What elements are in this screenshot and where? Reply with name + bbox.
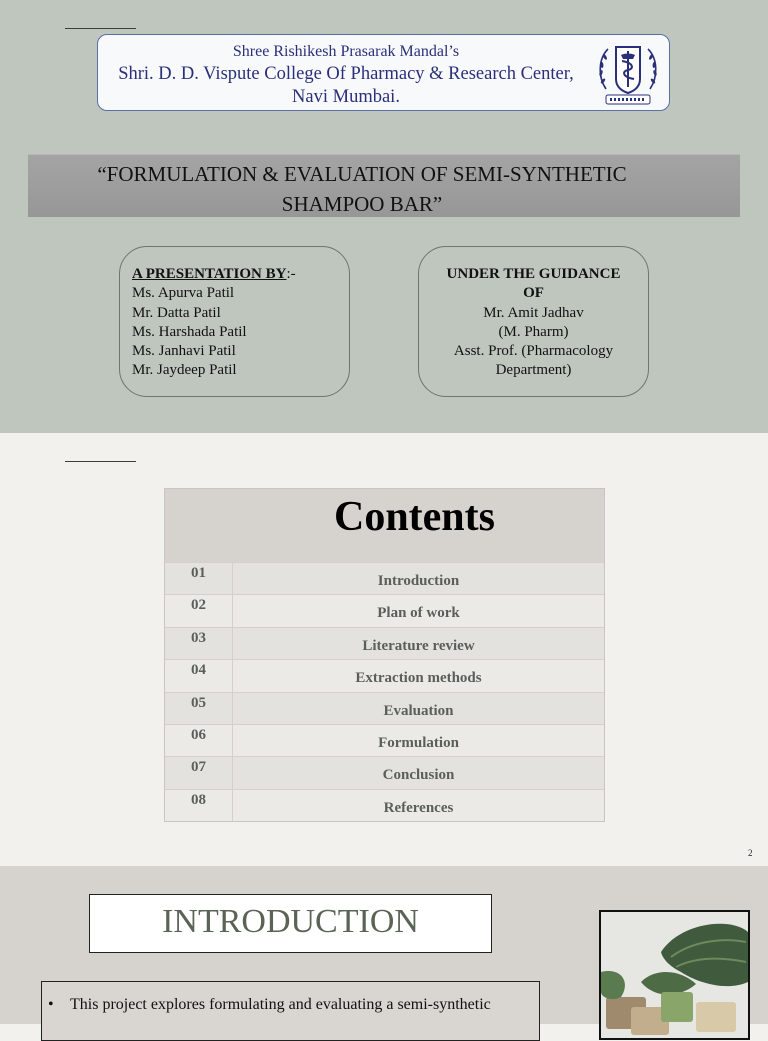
presenter-name: Ms. Harshada Patil [132, 323, 247, 340]
row-label: Plan of work [377, 605, 460, 622]
table-row [165, 692, 604, 724]
table-row [165, 627, 604, 659]
row-label: Introduction [377, 573, 460, 589]
page-number: 2 [748, 848, 753, 858]
table-row [165, 659, 604, 691]
row-number: 05 [165, 693, 233, 724]
accent-line [65, 28, 136, 29]
contents-title: Contents [333, 494, 495, 540]
row-label: Evaluation [383, 702, 454, 719]
presenter-name: Ms. Janhavi Patil [132, 343, 236, 360]
table-row [165, 724, 604, 756]
presenter-name: Mr. Datta Patil [132, 304, 221, 321]
row-number: 04 [165, 660, 233, 691]
accent-line [65, 461, 136, 462]
row-label: Conclusion [382, 767, 455, 784]
pharmacy-emblem-icon [592, 37, 664, 109]
guide-degree: (M. Pharm) [498, 323, 569, 340]
title-slide [0, 0, 768, 433]
row-number: 03 [165, 628, 233, 659]
row-number: 01 [165, 563, 233, 594]
table-row [165, 594, 604, 626]
presentation-title-band [28, 154, 740, 217]
introduction-title-box [89, 894, 492, 953]
guide-department: Department) [495, 362, 572, 379]
guide-name: Mr. Amit Jadhav [483, 304, 584, 321]
row-number: 08 [165, 790, 233, 821]
presentation-title: “FORMULATION & EVALUATION OF SEMI-SYNTHETIC SHAMPOO BAR” [97, 162, 627, 216]
row-number: 07 [165, 757, 233, 788]
guidance-card [418, 246, 649, 397]
contents-table [164, 488, 605, 822]
college-header [97, 34, 670, 111]
row-label: References [383, 799, 454, 816]
presenter-name: Ms. Apurva Patil [132, 285, 235, 302]
row-label: Extraction methods [355, 670, 482, 687]
contents-header [165, 489, 604, 562]
row-label: Literature review [362, 637, 475, 654]
guide-designation: Asst. Prof. (Pharmacology [453, 343, 614, 360]
guidance-heading-of: OF [523, 285, 544, 302]
college-name: Shri. D. D. Vispute College Of Pharmacy & Research Center, Navi Mumbai. [118, 64, 574, 107]
table-row [165, 562, 604, 594]
shampoo-bar-image [601, 912, 748, 1038]
mandal-name: Shree Rishikesh Prasarak Mandal’s [232, 43, 460, 60]
row-number: 06 [165, 725, 233, 756]
row-label: Formulation [378, 734, 459, 751]
presenters-heading: A PRESENTATION BY [132, 266, 287, 282]
introduction-title: INTRODUCTION [162, 903, 419, 940]
contents-rows [165, 562, 604, 821]
row-number: 02 [165, 595, 233, 626]
introduction-slide [0, 866, 768, 1024]
table-row [165, 789, 604, 821]
guidance-heading: UNDER THE GUIDANCE [446, 266, 621, 282]
bullet-icon: • [48, 996, 54, 1013]
shampoo-bar-photo [599, 910, 750, 1040]
table-row [165, 756, 604, 788]
bullet-text: This project explores formulating and evaluating a semi-synthetic [70, 996, 491, 1013]
presenters-card: A PRESENTATION BY:- Ms. Apurva Patil Mr. Datta Patil Ms. Harshada Patil Ms. Janhavi Patil Mr. Jaydeep Patil [119, 246, 350, 397]
introduction-text-box [41, 981, 540, 1041]
presenter-name: Mr. Jaydeep Patil [132, 362, 237, 379]
